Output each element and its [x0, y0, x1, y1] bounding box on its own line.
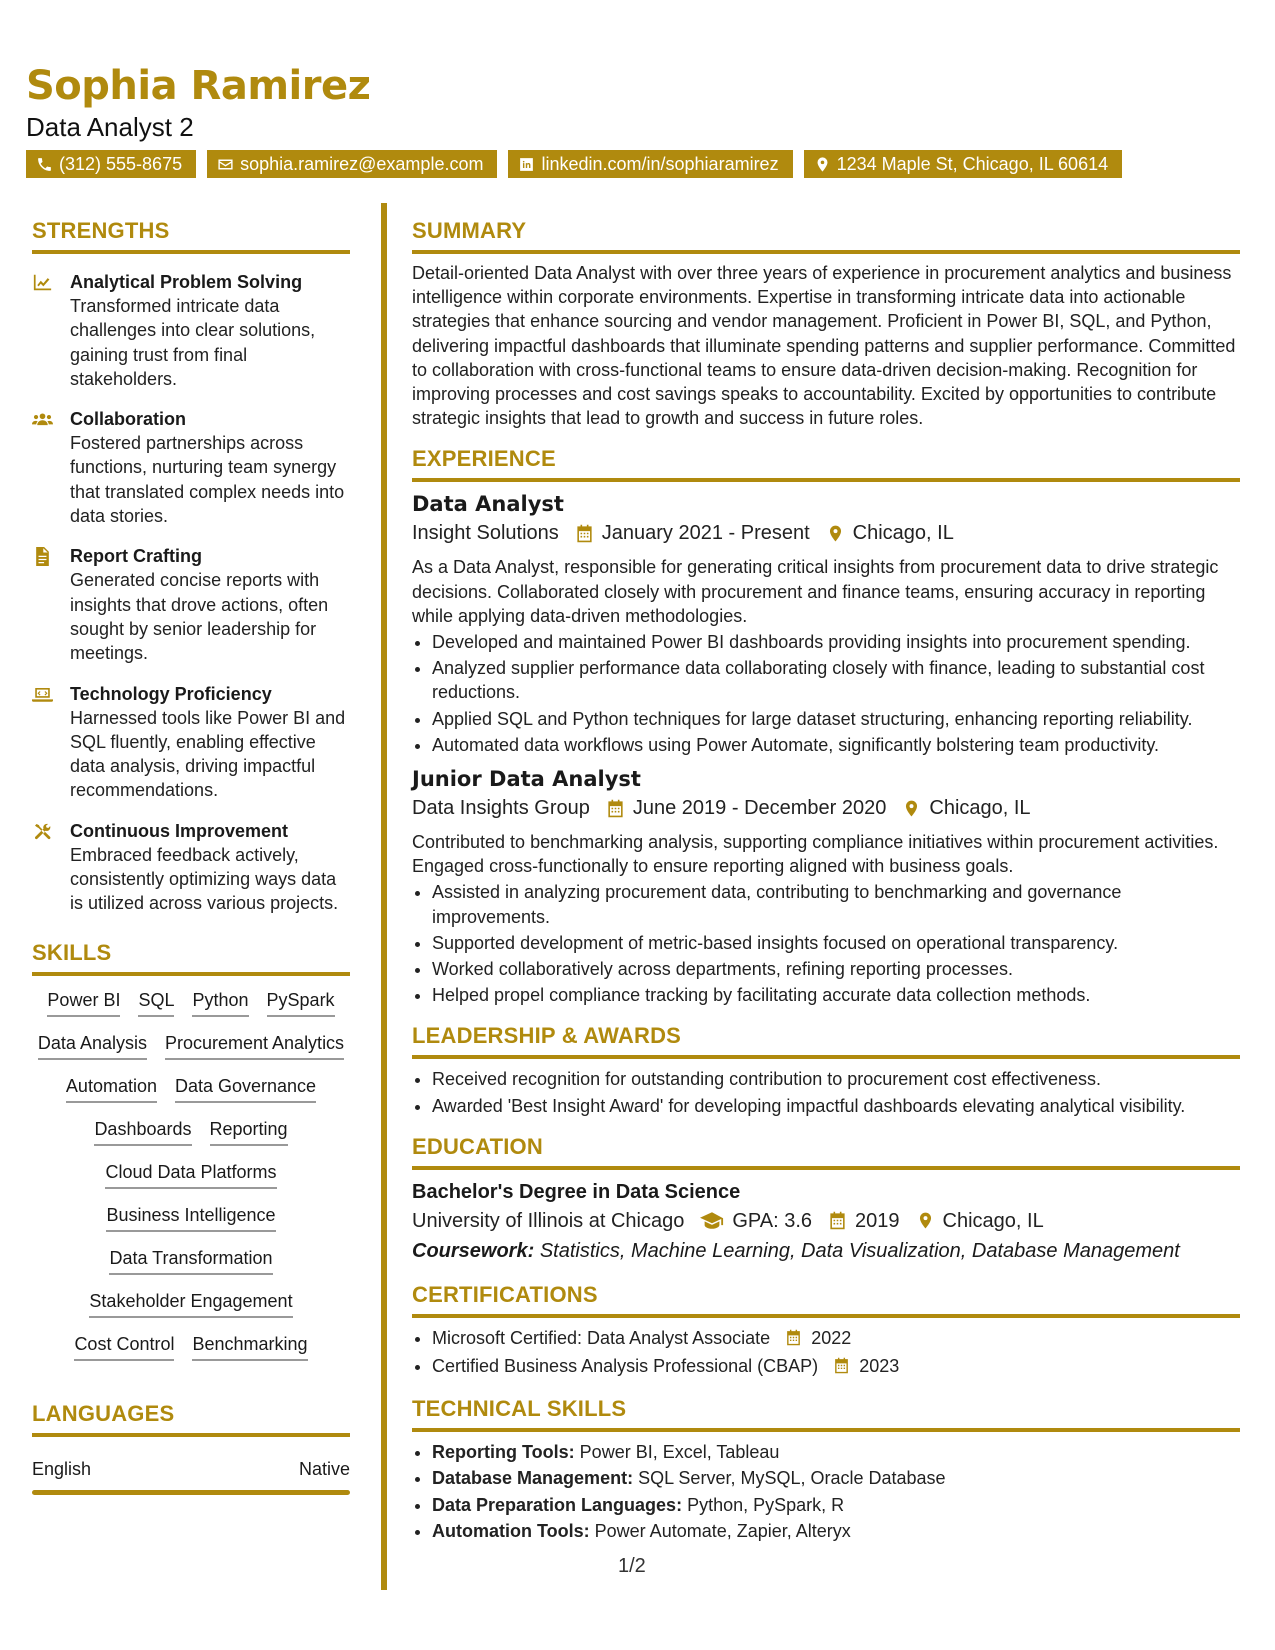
strength-desc: Fostered partnerships across functions, nurturing team synergy that translated complex needs into data stories.	[70, 433, 345, 527]
technical-skill-value: Python, PySpark, R	[687, 1494, 845, 1515]
technical-skill-label: Data Preparation Languages:	[432, 1494, 683, 1515]
degree-title: Bachelor's Degree in Data Science	[412, 1180, 741, 1203]
strength-item	[32, 682, 350, 803]
section-rule	[412, 1314, 1240, 1318]
strength-title: Technology Proficiency	[70, 683, 272, 704]
strength-desc: Harnessed tools like Power BI and SQL fluently, enabling effective data analysis, driving impactful recommendations.	[70, 707, 346, 801]
job-company: Insight Solutions	[412, 522, 559, 545]
certification-item	[432, 1354, 1240, 1380]
job-description: As a Data Analyst, responsible for generating critical insights from procurement data to drive strategic decisions. Collaborated closely with procurement and finance teams, ensuring accuracy in reporting while applying data-driven methodologies.	[412, 557, 1219, 626]
graduation-cap-icon	[700, 1211, 724, 1230]
strengths-section	[32, 218, 350, 916]
contact-address	[804, 150, 1123, 178]
technical-skills-list	[412, 1440, 1240, 1543]
summary-section	[412, 218, 1240, 430]
award-item: • Received recognition for outstanding contribution to procurement cost effectiveness.	[432, 1067, 1240, 1091]
strength-title: Analytical Problem Solving	[70, 272, 303, 292]
strength-item	[32, 407, 350, 528]
job-location: Chicago, IL	[852, 522, 954, 545]
skill-tag: Power BI	[47, 988, 120, 1017]
skills-section	[32, 940, 350, 1361]
coursework	[412, 1236, 1240, 1266]
technical-skill-label: Automation Tools:	[432, 1520, 590, 1541]
job-entry	[412, 490, 1240, 757]
contact-linkedin-text: linkedin.com/in/sophiaramirez	[541, 154, 779, 174]
skill-tag: SQL	[138, 988, 174, 1017]
map-pin-icon	[814, 156, 831, 173]
skill-tag: Cost Control	[74, 1332, 174, 1361]
education-section	[412, 1134, 1240, 1266]
job-bullet: • Developed and maintained Power BI dashboards providing insights into procurement spending.	[432, 630, 1240, 654]
certification-name: Certified Business Analysis Professional (CBAP)	[432, 1356, 819, 1377]
skill-tag: Python	[192, 988, 248, 1017]
school-location: Chicago, IL	[942, 1209, 1044, 1232]
strength-title: Collaboration	[70, 409, 186, 430]
technical-skills-heading: TECHNICAL SKILLS	[412, 1396, 627, 1422]
file-icon	[32, 547, 53, 566]
skill-tag: Reporting	[210, 1117, 288, 1146]
school-name: University of Illinois at Chicago	[412, 1209, 685, 1232]
summary-text: Detail-oriented Data Analyst with over three years of experience in procurement analytics and business intelligence within corporate environments. Expertise in transforming intricate data into actionable strategies that enhance sourcing and vendor management. Proficient in Power BI, SQL, and Python, delivering impactful dashboards that illuminate spending patterns and supplier performance. Committed to collaboration with cross-functional teams to ensure data-driven decision-making. Recognition for improving processes and cost savings speaks to accountability. Excited by opportunities to contribute strategic insights that lead to growth and success in future roles.	[412, 263, 1236, 429]
map-pin-icon	[826, 524, 845, 543]
column-divider	[381, 203, 387, 1590]
skill-tag: Data Transformation	[109, 1246, 272, 1275]
contact-address-text: 1234 Maple St, Chicago, IL 60614	[836, 154, 1109, 174]
certifications-section	[412, 1282, 1240, 1380]
calendar-icon	[828, 1211, 847, 1230]
users-icon	[32, 410, 53, 429]
skill-tag: PySpark	[267, 988, 335, 1017]
leadership-section	[412, 1023, 1240, 1117]
job-bullets	[412, 880, 1240, 1007]
job-location: Chicago, IL	[929, 797, 1031, 820]
certification-item	[432, 1326, 1240, 1352]
map-pin-icon	[916, 1211, 935, 1230]
certifications-list	[412, 1326, 1240, 1380]
section-rule	[32, 1433, 350, 1437]
leadership-list	[412, 1067, 1240, 1117]
resume-header	[26, 62, 1256, 178]
calendar-icon	[833, 1357, 850, 1374]
technical-skills-section	[412, 1396, 1240, 1543]
contact-email-text: sophia.ramirez@example.com	[240, 154, 484, 174]
language-name: English	[32, 1458, 92, 1479]
right-column	[412, 218, 1240, 1543]
calendar-icon	[606, 799, 625, 818]
certification-year: 2022	[811, 1327, 852, 1348]
section-rule	[412, 478, 1240, 482]
envelope-icon	[217, 156, 234, 173]
job-meta	[412, 518, 1240, 548]
section-rule	[32, 250, 350, 254]
job-description: Contributed to benchmarking analysis, supporting compliance initiatives within procurement activities. Engaged cross-functionally to ensure reporting aligned with business goals.	[412, 832, 1219, 877]
strength-title: Report Crafting	[70, 546, 202, 567]
award-item: • Awarded 'Best Insight Award' for developing impactful dashboards elevating analytical visibility.	[432, 1094, 1240, 1118]
contact-bar	[26, 150, 1256, 178]
technical-skill-value: Power BI, Excel, Tableau	[579, 1442, 780, 1463]
linkedin-icon	[518, 156, 535, 173]
strength-item	[32, 819, 350, 916]
certification-year: 2023	[859, 1356, 900, 1377]
job-bullet: • Automated data workflows using Power Automate, significantly bolstering team productivity.	[432, 733, 1240, 757]
job-title: Data Analyst	[412, 492, 564, 517]
education-heading: EDUCATION	[412, 1133, 543, 1159]
experience-section	[412, 446, 1240, 1007]
strength-item	[32, 270, 350, 391]
skill-tag: Data Governance	[175, 1074, 316, 1103]
strength-desc: Generated concise reports with insights that drove actions, often sought by senior leadership for meetings.	[70, 570, 329, 664]
contact-phone-text: (312) 555-8675	[59, 154, 183, 174]
job-entry	[412, 765, 1240, 1007]
technical-skill-item	[432, 1493, 1240, 1517]
job-bullet: • Applied SQL and Python techniques for large dataset structuring, enhancing reporting reliability.	[432, 707, 1240, 731]
strengths-heading: STRENGTHS	[32, 218, 170, 243]
strength-item	[32, 544, 350, 665]
job-dates: January 2021 - Present	[601, 522, 810, 545]
section-rule	[412, 1428, 1240, 1432]
technical-skill-item	[432, 1519, 1240, 1543]
technical-skill-item	[432, 1466, 1240, 1490]
technical-skill-label: Reporting Tools:	[432, 1442, 575, 1463]
language-level-bar	[32, 1490, 350, 1495]
job-title: Junior Data Analyst	[412, 767, 641, 792]
gpa: GPA: 3.6	[732, 1209, 813, 1232]
section-rule	[412, 250, 1240, 254]
calendar-icon	[785, 1329, 802, 1346]
skills-heading: SKILLS	[32, 939, 112, 965]
job-dates: June 2019 - December 2020	[632, 797, 887, 820]
contact-phone	[26, 150, 196, 178]
language-item	[32, 1459, 350, 1480]
languages-section	[32, 1401, 350, 1495]
strength-desc: Embraced feedback actively, consistently optimizing ways data is utilized across various projects.	[70, 844, 339, 914]
section-rule	[412, 1166, 1240, 1170]
contact-linkedin[interactable]	[508, 150, 792, 178]
skills-list	[32, 988, 350, 1361]
job-bullet: • Helped propel compliance tracking by facilitating accurate data collection methods.	[432, 983, 1240, 1007]
skill-tag: Automation	[66, 1074, 157, 1103]
phone-icon	[36, 156, 53, 173]
leadership-heading: LEADERSHIP & AWARDS	[412, 1023, 682, 1049]
laptop-code-icon	[32, 685, 53, 704]
job-bullets	[412, 630, 1240, 757]
contact-email[interactable]	[207, 150, 497, 178]
education-meta	[412, 1206, 1240, 1236]
left-column	[32, 218, 350, 1495]
job-bullet: • Assisted in analyzing procurement data, contributing to benchmarking and governance improvements.	[432, 880, 1240, 928]
skill-tag: Benchmarking	[192, 1332, 307, 1361]
coursework-list: Statistics, Machine Learning, Data Visualization, Database Management	[539, 1239, 1180, 1262]
job-bullet: • Analyzed supplier performance data collaborating closely with finance, leading to substantial cost reductions.	[432, 656, 1240, 704]
technical-skill-value: SQL Server, MySQL, Oracle Database	[638, 1468, 946, 1489]
certification-name: Microsoft Certified: Data Analyst Associate	[432, 1327, 771, 1348]
language-level: Native	[298, 1458, 350, 1479]
candidate-name: Sophia Ramirez	[26, 63, 371, 109]
section-rule	[412, 1055, 1240, 1059]
job-meta	[412, 793, 1240, 823]
skill-tag: Stakeholder Engagement	[89, 1289, 292, 1318]
skill-tag: Cloud Data Platforms	[105, 1160, 276, 1189]
calendar-icon	[575, 524, 594, 543]
technical-skill-item	[432, 1440, 1240, 1464]
languages-heading: LANGUAGES	[32, 1400, 175, 1426]
chart-line-icon	[32, 273, 53, 292]
job-company: Data Insights Group	[412, 797, 590, 820]
job-bullet: • Supported development of metric-based insights focused on operational transparency.	[432, 931, 1240, 955]
job-bullet: • Worked collaboratively across departments, refining reporting processes.	[432, 957, 1240, 981]
coursework-label: Coursework:	[412, 1239, 535, 1262]
summary-heading: SUMMARY	[412, 218, 527, 243]
experience-heading: EXPERIENCE	[412, 446, 556, 472]
tools-icon	[32, 822, 53, 841]
technical-skill-value: Power Automate, Zapier, Alteryx	[594, 1520, 851, 1541]
strength-desc: Transformed intricate data challenges into clear solutions, gaining trust from final stakeholders.	[70, 296, 316, 389]
technical-skill-label: Database Management:	[432, 1468, 634, 1489]
candidate-role: Data Analyst 2	[26, 112, 194, 142]
certifications-heading: CERTIFICATIONS	[412, 1281, 598, 1307]
graduation-year: 2019	[855, 1209, 900, 1232]
skill-tag: Data Analysis	[38, 1031, 147, 1060]
skill-tag: Business Intelligence	[106, 1203, 275, 1232]
skill-tag: Dashboards	[94, 1117, 191, 1146]
skill-tag: Procurement Analytics	[165, 1031, 344, 1060]
map-pin-icon	[902, 799, 921, 818]
section-rule	[32, 972, 350, 976]
strength-title: Continuous Improvement	[70, 820, 289, 841]
page-number: 1/2	[618, 1555, 646, 1577]
